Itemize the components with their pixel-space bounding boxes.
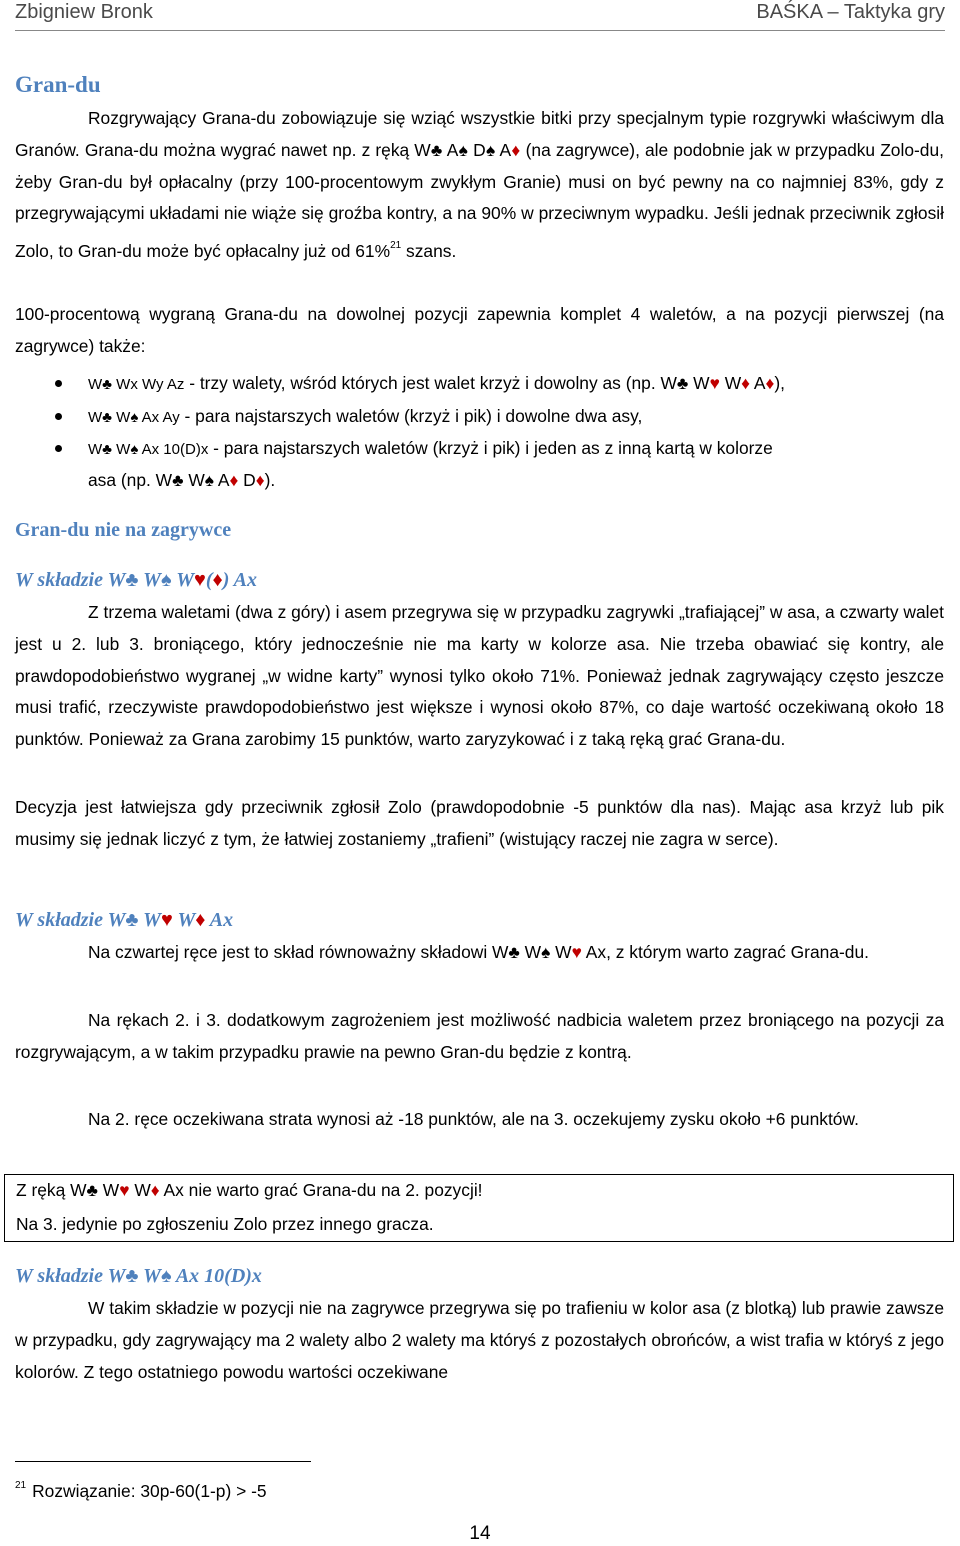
paragraph-gran-du-intro: Rozgrywający Grana-du zobowiązuje się wziąć wszystkie bitki przy specjalnym typie rozgrywki właściwym dla Granów. Grana-du można wygrać nawet np. z ręką W♣ A♠ D♠ A♦ (na zagrywce), ale podobnie jak w przypadku Zolo-du, żeby Gran-du był opłacalny (przy 100-procentowym zwykłym Granie) musi on być pewny na co najmniej 83%, gdy z przegrywającymi układami nie wiąże się groźba kontry, a na 90% w przeciwnym wypadku. Jeśli jednak przeciwnik zgłosił Zolo, to Gran-du może być opłacalny już od 61%$^{21}$ szans.: [15, 108, 944, 262]
heading-sklad-2: W składzie W♣ W♥ W♦ Ax: [15, 909, 234, 931]
page-header: [15, 0, 945, 31]
paragraph-sklad-2-c: Na 2. ręce oczekiwana strata wynosi aż -18 punktów, ale na 3. oczekujemy zysku około +6 punktów.: [88, 1109, 859, 1129]
heading-sklad-1: W składzie W♣ W♠ W♥(♦) Ax: [15, 569, 258, 591]
header-title: BAŚKA – Taktyka gry: [756, 1, 945, 23]
footnote-number: 21: [15, 1480, 27, 1491]
callout-box: [4, 1174, 954, 1242]
bullet-dot: [55, 413, 62, 420]
bullet-continuation: asa (np. W♣ W♠ A♦ D♦).: [88, 470, 276, 490]
callout-line-1: Z ręką W♣ W♥ W♦ Ax nie warto grać Grana-du na 2. pozycji!: [16, 1180, 483, 1200]
paragraph-sklad-1-b: Decyzja jest łatwiejsza gdy przeciwnik zgłosił Zolo (prawdopodobnie -5 punktów dla nas). Mając asa krzyż lub pik musimy się jednak liczyć z tym, że łatwiej zostaniemy „trafieni” (wistujący raczej nie zagra w serce).: [15, 797, 944, 849]
footnote: [15, 1480, 267, 1502]
paragraph-sklad-1-a: Z trzema waletami (dwa z góry) i asem przegrywa się w przypadku zagrywki „trafiającej” w asa, a czwarty walet jest u 2. lub 3. broniącego, który jednocześnie nie ma karty w kolorze asa. Nie trzeba obawiać się kontry, ale prawdopodobieństwo wygranej „w widne karty” wynosi tylko około 71%. Ponieważ jednak zagrywający często jeszcze musi trafić, rzeczywiste prawdopodobieństwo jest większe i wynosi około 87%, co daje wartość oczekiwaną około 18 punktów. Ponieważ za Grana zarobimy 15 punktów, warto zaryzykować i z taką ręką grać Grana-du.: [15, 602, 944, 750]
heading-sklad-3: W składzie W♣ W♠ Ax 10(D)x: [15, 1265, 262, 1287]
header-author: Zbigniew Bronk: [15, 1, 153, 23]
document-page: Zbigniew Bronk BAŚKA – Taktyka gry Gran-du Rozgrywający Grana-du zobowiązuje się wziąć wszystkie bitki przy specjalnym typie rozgrywki właściwym dla Granów. Grana-du można wygrać nawet np. z ręką W♣ A♠ D♠ A♦ (na zagrywce), ale podobnie jak w przypadku Zolo-du, żeby Gran-du był opłacalny (przy 100-procentowym zwykłym Granie) musi on być pewny na co najmniej 83%, gdy z przegrywającymi układami nie wiąże się groźba kontry, a na 90% w przeciwnym wypadku. Jeśli jednak przeciwnik zgłosił Zolo, to Gran-du może być opłacalny już od 61%$^{21}$ szans. 100-procentową wygraną Grana-du na dowolnej pozycji zapewnia komplet 4 waletów, a na pozycji pierwszej (na zagrywce) także: W♣ Wx Wy Az - trzy walety, wśród których jest walet krzyż i dowolny as (np. W♣ W♥ W♦ A♦), W♣ W♠ Ax Ay - para najstarszych waletów (krzyż i pik) i dowolne dwa asy, W♣ W♠ Ax 10(D)x - para najstarszych waletów (krzyż i pik) i jeden as z inną kartą w kolorze asa (np. W♣ W♠ A♦ D♦). Gran-du nie na zagrywce W składzie W♣ W♠ W♥(♦) Ax Z trzema waletami (dwa z góry) i asem przegrywa się w przypadku zagrywki „trafiającej” w asa, a czwarty walet jest u 2. lub 3. broniącego, który jednocześnie nie ma karty w kolorze asa. Nie trzeba obawiać się kontry, ale prawdopodobieństwo wygranej „w widne karty” wynosi tylko około 71%. Ponieważ jednak zagrywający często jeszcze musi trafić, rzeczywiste prawdopodobieństwo jest większe i wynosi około 87%, co daje wartość oczekiwaną około 18 punktów. Ponieważ za Grana zarobimy 15 punktów, warto zaryzykować i z taką ręką grać Grana-du. Decyzja jest łatwiejsza gdy przeciwnik zgłosił Zolo (prawdopodobnie -5 punktów dla nas). Mając asa krzyż lub pik musimy się jednak liczyć z tym, że łatwiej zostaniemy „trafieni” (wistujący raczej nie zagra w serce). W składzie W♣ W♥ W♦ Ax Na czwartej ręce jest to skład równoważny składowi W♣ W♠ W♥ Ax, z którym warto zagrać Grana-du. Na rękach 2. i 3. dodatkowym zagrożeniem jest możliwość nadbicia waletem przez broniącego na pozycji za rozgrywającym, a w takim przypadku prawie na pewno Gran-du będzie z kontrą. Na 2. ręce oczekiwana strata wynosi aż -18 punktów, ale na 3. oczekujemy zysku około +6 punktów. Z ręką W♣ W♥ W♦ Ax nie warto grać Grana-du na 2. pozycji! Na 3. jedynie po zgłoszeniu Zolo przez innego gracza. W składzie W♣ W♠ Ax 10(D)x W takim składzie w pozycji nie na zagrywce przegrywa się po trafieniu w kolor asa (z blotką) lub prawie zawsze w przypadku, gdy zagrywający ma 2 walety albo 2 walety ma któryś z pozostałych obrońców, a wist trafia w któryś z jego kolorów. Z tego ostatniego powodu wartości oczekiwane $^{21}$ Rozwiązanie: 30p-60(1-p) > -5 14: [0, 0, 960, 1546]
bullet-dot: [55, 380, 62, 387]
page-number: 14: [469, 1523, 491, 1544]
bullet-dot: [55, 445, 62, 452]
callout-line-2: Na 3. jedynie po zgłoszeniu Zolo przez innego gracza.: [16, 1214, 434, 1234]
paragraph-sklad-2-b: Na rękach 2. i 3. dodatkowym zagrożeniem jest możliwość nadbicia waletem przez broniącego na pozycji za rozgrywającym, a w takim przypadku prawie na pewno Gran-du będzie z kontrą.: [15, 1010, 944, 1062]
footnote-ref: 21: [390, 240, 402, 252]
paragraph-sklad-3: W takim składzie w pozycji nie na zagrywce przegrywa się po trafieniu w kolor asa (z blotką) lub prawie zawsze w przypadku, gdy zagrywający ma 2 walety albo 2 walety ma któryś z pozostałych obrońców, a wist trafia w któryś z jego kolorów. Z tego ostatniego powodu wartości oczekiwane: [15, 1298, 944, 1382]
paragraph-100-percent: 100-procentową wygraną Grana-du na dowolnej pozycji zapewnia komplet 4 waletów, a na pozycji pierwszej (na zagrywce) także:: [15, 304, 944, 356]
footnote-text: Rozwiązanie: 30p-60(1-p) > -5: [32, 1481, 267, 1501]
heading-gran-du-nie-na-zagrywce: Gran-du nie na zagrywce: [15, 519, 232, 541]
paragraph-sklad-2-a: Na czwartej ręce jest to skład równoważny składowi W♣ W♠ W♥ Ax, z którym warto zagrać Grana-du.: [88, 942, 869, 962]
footnote-separator: [15, 1461, 311, 1462]
heading-gran-du: Gran-du: [15, 72, 101, 97]
